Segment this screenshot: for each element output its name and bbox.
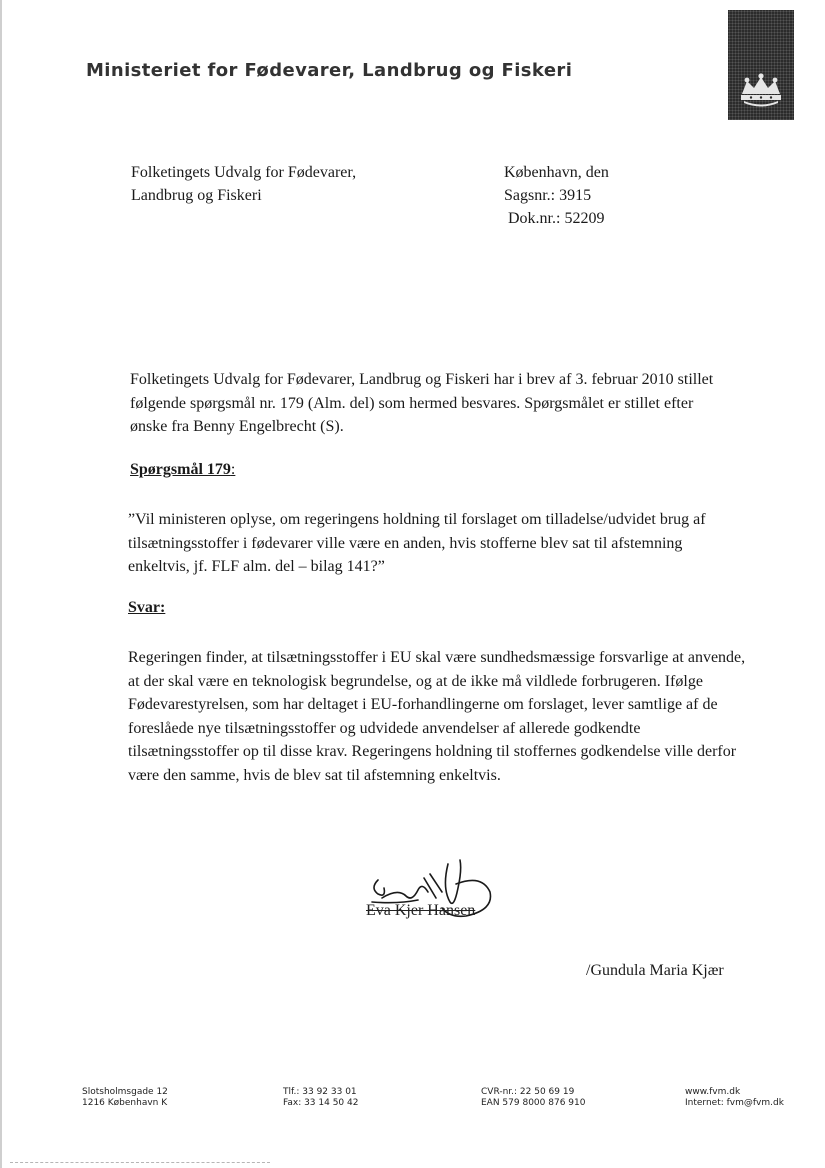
intro-paragraph: Folketingets Udvalg for Fødevarer, Landbrug og Fiskeri har i brev af 3. februar 2010 stillet følgende spørgsmål nr. 179 (Alm. del) som hermed besvares. Spørgsmålet er stillet efter ønske fra Benny Engelbrecht (S).	[130, 371, 714, 435]
ministry-name: Ministeriet for Fødevarer, Landbrug og Fiskeri	[86, 60, 573, 81]
page-scan-edge	[0, 0, 2, 1168]
scan-artifact-rule	[10, 1162, 270, 1163]
footer-ean: EAN 579 8000 876 910	[481, 1098, 586, 1108]
footer-email: Internet: fvm@fvm.dk	[685, 1098, 784, 1108]
royal-crown-crest-icon	[728, 10, 794, 120]
recipient-address	[131, 161, 356, 207]
footer-address-line: 1216 København K	[82, 1098, 168, 1108]
signer-name: Eva Kjer Hansen	[366, 902, 476, 919]
recipient-line: Landbrug og Fiskeri	[131, 187, 262, 204]
footer-web	[685, 1087, 784, 1109]
question-heading	[130, 461, 235, 479]
footer-phone: Tlf.: 33 92 33 01	[283, 1087, 357, 1097]
answer-text: Regeringen finder, at tilsætningsstoffer i EU skal være sundhedsmæssige forsvarlige at anvende, at der skal være en teknologisk begrundelse, og at de ikke må vildlede forbrugeren. Ifølge Fødevarestyrelsen, som har deltaget i EU-forhandlingerne om forslaget, lever samtlige af de foreslåede nye tilsætningsstoffer og udvidede anvendelser af allerede godkendte tilsætningsstoffer op til disse krav. Regeringens holdning til stoffernes godkendelse ville derfor være den samme, hvis de blev sat til afstemning enkeltvis.	[128, 649, 746, 784]
co-signer: /Gundula Maria Kjær	[586, 962, 724, 979]
case-number: Sagsnr.: 3915	[504, 187, 592, 204]
doc-number: Dok.nr.: 52209	[508, 210, 605, 227]
footer-fax: Fax: 33 14 50 42	[283, 1098, 359, 1108]
document-meta	[504, 161, 609, 230]
footer-phone-fax	[283, 1087, 358, 1109]
recipient-line: Folketingets Udvalg for Fødevarer,	[131, 164, 357, 181]
answer-heading: Svar:	[128, 599, 166, 616]
footer-address-line: Slotsholmsgade 12	[82, 1087, 168, 1097]
place-date: København, den	[504, 164, 609, 181]
question-heading-colon: :	[230, 461, 236, 478]
question-heading-label: Spørgsmål 179	[130, 461, 231, 478]
footer-registration	[481, 1087, 585, 1109]
footer-cvr: CVR-nr.: 22 50 69 19	[481, 1087, 575, 1097]
footer-address	[82, 1087, 168, 1109]
question-text: ”Vil ministeren oplyse, om regeringens holdning til forslaget om tilladelse/udvidet brug af tilsætningsstoffer i fødevarer ville være en anden, hvis stofferne blev sat til afstemning enkeltvis, jf. FLF alm. del – bilag 141?”	[128, 511, 706, 575]
footer-website: www.fvm.dk	[685, 1087, 741, 1097]
